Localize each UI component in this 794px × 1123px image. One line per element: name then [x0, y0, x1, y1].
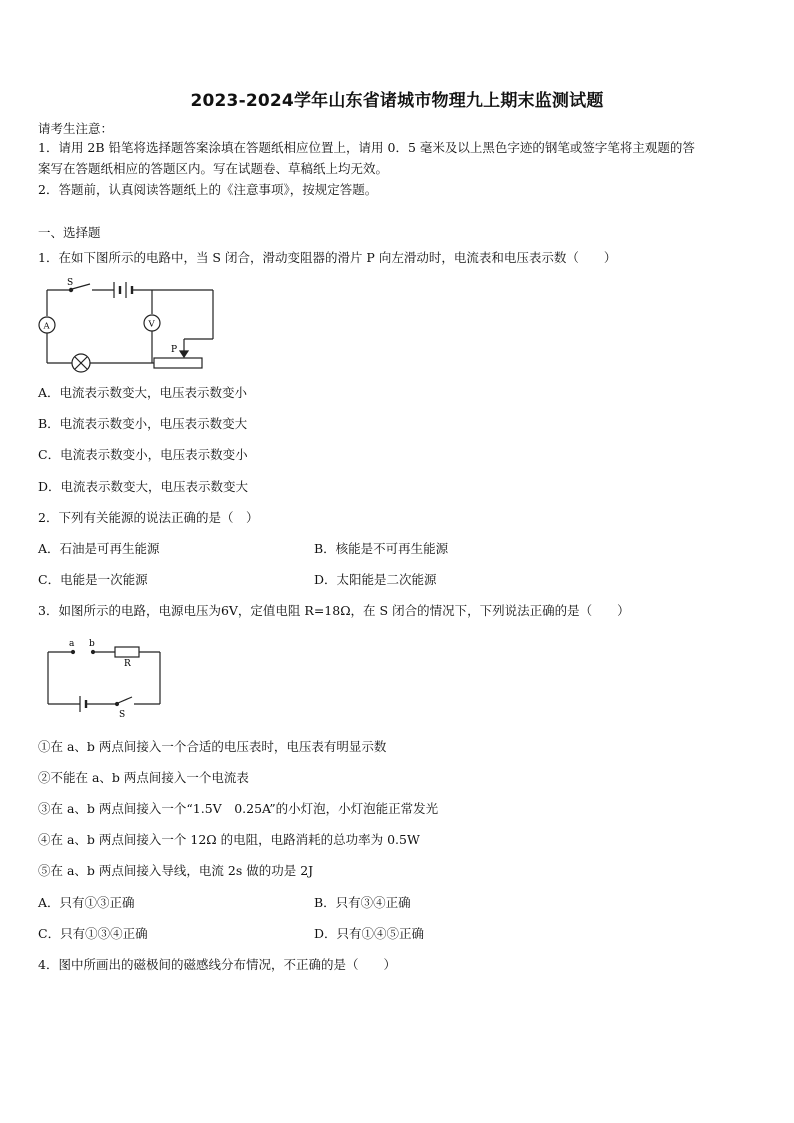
question-3-statement-1: ①在 a、b 两点间接入一个合适的电压表时，电压表有明显示数 [38, 739, 387, 754]
question-1-option-a: A．电流表示数变大，电压表示数变小 [38, 385, 248, 400]
section-heading: 一、选择题 [38, 225, 101, 240]
question-1-stem: 1．在如下图所示的电路中，当 S 闭合，滑动变阻器的滑片 P 向左滑动时，电流表和电压表示数（ ） [38, 250, 617, 265]
question-3-circuit-diagram [40, 636, 170, 720]
question-4-stem: 4．图中所画出的磁极间的磁感线分布情况，不正确的是（ ） [38, 957, 396, 972]
question-3-option-d: D．只有①④⑤正确 [314, 926, 425, 941]
notice-item-1-line-1: 1．请用 2B 铅笔将选择题答案涂填在答题纸相应位置上，请用 0．5 毫米及以上黑色字迹的钢笔或签字笔将主观题的答 [38, 140, 695, 155]
question-3-statement-2: ②不能在 a、b 两点间接入一个电流表 [38, 770, 249, 785]
q1-ammeter-label: A [43, 321, 50, 332]
question-2-option-d: D．太阳能是二次能源 [314, 572, 437, 587]
question-2-option-c: C．电能是一次能源 [38, 572, 148, 587]
question-3-statement-5: ⑤在 a、b 两点间接入导线，电流 2s 做的功是 2J [38, 863, 314, 878]
q1-label-s: S [67, 278, 74, 288]
question-1-option-b: B．电流表示数变小，电压表示数变大 [38, 416, 248, 431]
question-3-stem: 3．如图所示的电路，电源电压为6V，定值电阻 R=18Ω，在 S 闭合的情况下，下列说法正确的是（ ） [38, 603, 630, 618]
q3-point-a-label: a [69, 639, 75, 649]
q1-label-p: P [171, 345, 178, 355]
notice-item-1-line-2: 案写在答题纸相应的答题区内。写在试题卷、草稿纸上均无效。 [38, 161, 389, 176]
question-3-option-b: B．只有③④正确 [314, 895, 411, 910]
q1-voltmeter-label: V [148, 319, 155, 330]
notice-heading: 请考生注意： [38, 121, 114, 136]
question-3-option-c: C．只有①③④正确 [38, 926, 148, 941]
question-3-option-a: A．只有①③正确 [38, 895, 135, 910]
question-3-statement-4: ④在 a、b 两点间接入一个 12Ω 的电阻，电路消耗的总功率为 0.5W [38, 832, 420, 847]
question-3-statement-3: ③在 a、b 两点间接入一个“1.5V 0.25A”的小灯泡，小灯泡能正常发光 [38, 801, 439, 816]
question-1-option-d: D．电流表示数变大，电压表示数变大 [38, 479, 249, 494]
q3-resistor-label: R [124, 659, 131, 669]
q3-point-b-label: b [89, 639, 95, 649]
page-title: 2023-2024学年山东省诸城市物理九上期末监测试题 [190, 91, 604, 111]
question-2-stem: 2．下列有关能源的说法正确的是（ ） [38, 510, 259, 525]
notice-item-2: 2．答题前，认真阅读答题纸上的《注意事项》，按规定答题。 [38, 182, 378, 197]
q3-switch-label: S [119, 710, 126, 720]
question-1-option-c: C．电流表示数变小，电压表示数变小 [38, 447, 248, 462]
question-2-option-b: B．核能是不可再生能源 [314, 541, 449, 556]
question-1-circuit-diagram [34, 276, 224, 376]
question-2-option-a: A．石油是可再生能源 [38, 541, 160, 556]
